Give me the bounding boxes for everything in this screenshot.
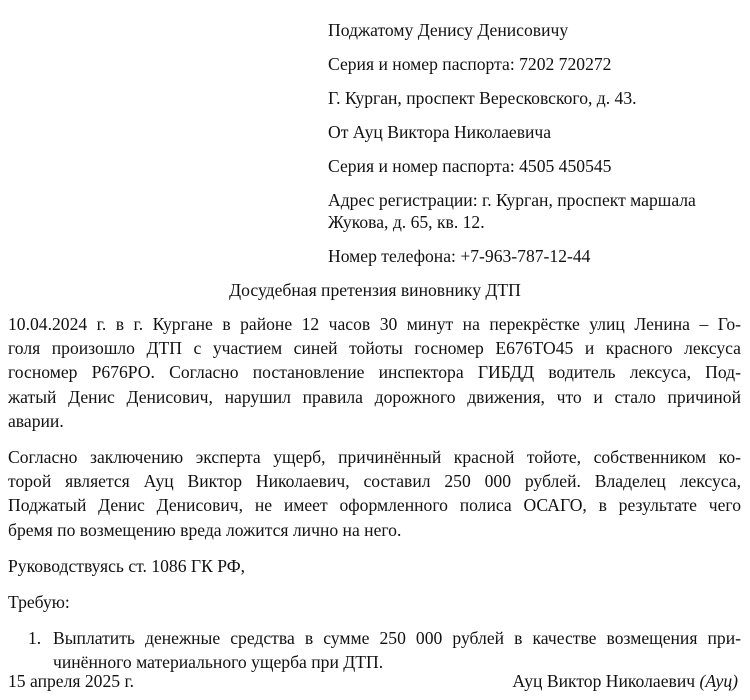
sender-phone: Номер телефона: +7-963-787-12-44: [328, 246, 591, 266]
demand-line: чинённого материального ущерба при ДТП.: [53, 652, 384, 673]
paragraph-line: торой является Ауц Виктор Николаевич, составил 250 000 рублей. Владелец лексуса,: [8, 471, 741, 492]
demand-number: 1.: [28, 628, 42, 649]
sender-address-line-2: Жукова, д. 65, кв. 12.: [328, 212, 485, 232]
recipient-address: Г. Курган, проспект Вересковского, д. 43.: [328, 88, 637, 108]
paragraph-line: бремя по возмещению вреда ложится лично на него.: [8, 519, 402, 540]
demand-line: Выплатить денежные средства в сумме 250 000 рублей в качестве возмещения при-: [53, 628, 741, 649]
signature-block: [512, 670, 738, 692]
paragraph-line: аварии.: [8, 410, 64, 431]
sender-passport: Серия и номер паспорта: 4505 450545: [328, 156, 612, 176]
paragraph-line: госномер Р676РО. Согласно постановление инспектора ГИБДД водитель лексуса, Под-: [8, 362, 741, 383]
signer-name: Ауц Виктор Николаевич: [512, 671, 696, 691]
paragraph-line: Требую:: [8, 592, 70, 613]
paragraph-line: Поджатый Денис Денисович, не имеет оформленного полиса ОСАГО, в результате чего: [8, 495, 741, 516]
demand-item: [8, 626, 741, 674]
paragraph-legal-basis: [8, 554, 741, 578]
paragraph-damage: [8, 445, 741, 542]
paragraph-line: жатый Денис Денисович, нарушил правила дорожного движения, что и стало причиной: [8, 386, 741, 407]
paragraph-line: Руководствуясь ст. 1086 ГК РФ,: [8, 555, 245, 576]
claim-body: [8, 312, 741, 685]
signature: (Ауц): [699, 671, 738, 691]
paragraph-demand-heading: [8, 590, 741, 614]
sender-address-line-1: Адрес регистрации: г. Курган, проспект маршала: [328, 190, 696, 210]
paragraph-incident: [8, 312, 741, 433]
recipient-passport: Серия и номер паспорта: 7202 720272: [328, 54, 612, 74]
paragraph-line: голя произошло ДТП с участием синей тойоты госномер Е676ТО45 и красного лексуса: [8, 338, 741, 359]
document-date: 15 апреля 2025 г.: [8, 671, 135, 691]
recipient-name: Поджатому Денису Денисовичу: [328, 20, 569, 40]
document-title: Досудебная претензия виновнику ДТП: [229, 280, 521, 300]
paragraph-line: 10.04.2024 г. в г. Кургане в районе 12 часов 30 минут на перекрёстке улиц Ленина – Го-: [8, 314, 741, 334]
sender-name: От Ауц Виктора Николаевича: [328, 122, 552, 142]
addressee-block: [328, 19, 748, 279]
paragraph-line: Согласно заключению эксперта ущерб, причинённый красной тойоте, собственником ко-: [8, 447, 741, 468]
